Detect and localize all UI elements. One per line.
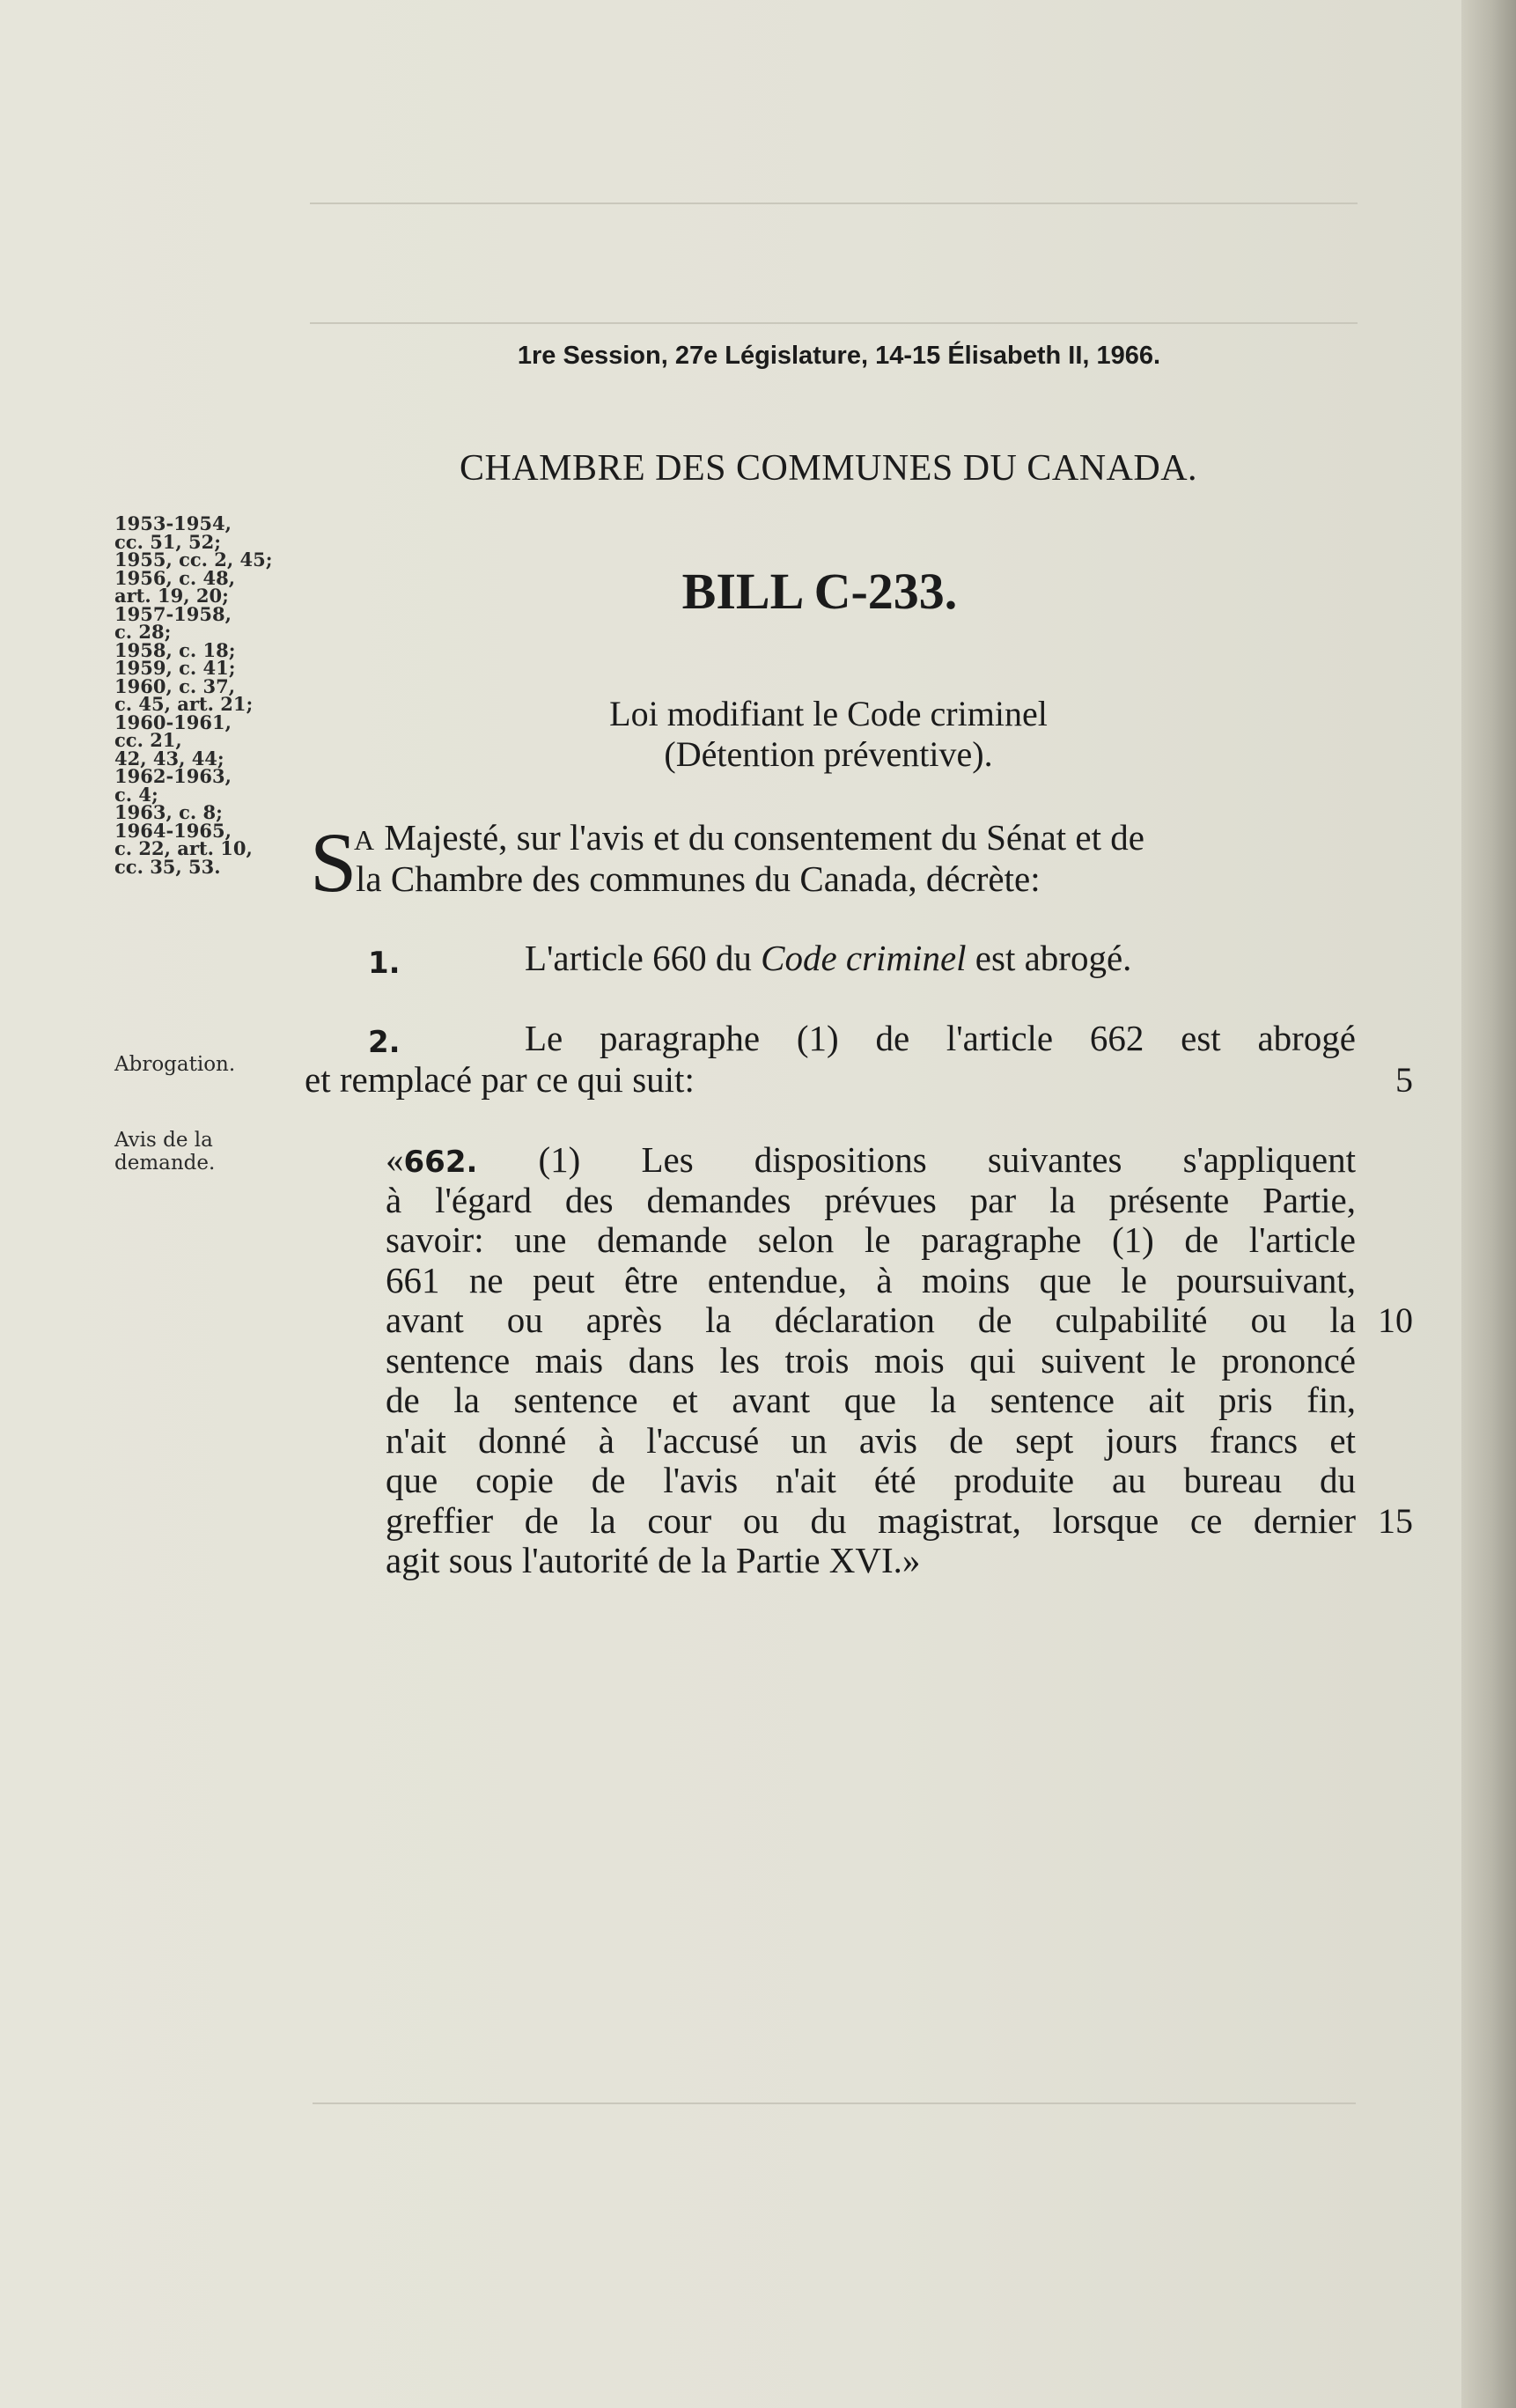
margin-note: c. 4; bbox=[114, 783, 158, 806]
margin-note: 1962-1963, bbox=[114, 765, 232, 787]
margin-note: cc. 51, 52; bbox=[114, 530, 222, 553]
margin-note: 1959, c. 41; bbox=[114, 657, 236, 679]
section-2-number: 2. bbox=[368, 1025, 401, 1060]
section-2-line-2: et remplacé par ce qui suit: bbox=[305, 1059, 695, 1100]
chamber-title: CHAMBRE DES COMMUNES DU CANADA. bbox=[459, 448, 1198, 489]
margin-note: art. 19, 20; bbox=[114, 585, 229, 607]
subtitle-line-1: Loi modifiant le Code criminel bbox=[609, 694, 1048, 733]
quote-open: « bbox=[386, 1139, 404, 1180]
section-2-line-1: Le paragraphe (1) de l'article 662 est abrogé bbox=[525, 1018, 1356, 1058]
top-rule bbox=[310, 203, 1358, 204]
section-1-text bbox=[525, 939, 1131, 979]
avis-label bbox=[114, 1129, 215, 1175]
avis-label-line-1: Avis de la bbox=[114, 1129, 213, 1152]
enacting-line-1 bbox=[354, 818, 1356, 861]
enacting-line-1-text: Majesté, sur l'avis et du consentement du Sénat et de bbox=[375, 817, 1144, 858]
quoted-line: agit sous l'autorité de la Partie XVI.» bbox=[386, 1540, 921, 1580]
quoted-line: 661 ne peut être entendue, à moins que le poursuivant, bbox=[386, 1260, 1356, 1300]
margin-note: 1964-1965, bbox=[114, 819, 232, 842]
second-rule bbox=[310, 322, 1358, 324]
section-1-number: 1. bbox=[368, 946, 401, 981]
margin-note: c. 22, art. 10, bbox=[114, 837, 253, 859]
section-1-italic: Code criminel bbox=[761, 938, 967, 978]
margin-note: c. 28; bbox=[114, 621, 172, 643]
line-number-15: 15 bbox=[1378, 1501, 1413, 1541]
margin-note: c. 45, art. 21; bbox=[114, 693, 254, 715]
quoted-line-1-text: (1) Les dispositions suivantes s'appliquent bbox=[477, 1139, 1356, 1180]
quoted-line: de la sentence et avant que la sentence ait pris fin, bbox=[386, 1380, 1356, 1420]
binding-edge bbox=[1461, 0, 1516, 2408]
margin-note: cc. 35, 53. bbox=[114, 855, 221, 878]
quoted-line-1 bbox=[386, 1140, 1356, 1183]
line-number-5: 5 bbox=[1395, 1060, 1413, 1100]
margin-note: 1960-1961, bbox=[114, 711, 232, 733]
quoted-line: à l'égard des demandes prévues par la présente Partie, bbox=[386, 1180, 1356, 1220]
margin-note: 42, 43, 44; bbox=[114, 747, 224, 770]
session-line: 1re Session, 27e Législature, 14-15 Élisabeth II, 1966. bbox=[517, 342, 1161, 370]
quoted-line: sentence mais dans les trois mois qui suivent le prononcé bbox=[386, 1340, 1356, 1381]
line-number-10: 10 bbox=[1378, 1300, 1413, 1340]
margin-note: 1956, c. 48, bbox=[114, 566, 236, 589]
section-662-number: 662. bbox=[403, 1145, 478, 1180]
section-1-text-b: est abrogé. bbox=[966, 938, 1132, 978]
margin-note: 1957-1958, bbox=[114, 602, 232, 625]
quoted-line: greffier de la cour ou du magistrat, lorsque ce dernier bbox=[386, 1500, 1356, 1541]
bill-title: BILL C-233. bbox=[681, 563, 958, 620]
bottom-rule bbox=[313, 2102, 1356, 2104]
drop-cap: S bbox=[310, 815, 357, 909]
quoted-line: avant ou après la déclaration de culpabilité ou la bbox=[386, 1300, 1356, 1340]
margin-note: 1953-1954, bbox=[114, 512, 232, 534]
subtitle-line-2: (Détention préventive). bbox=[664, 734, 993, 774]
margin-note: cc. 21, bbox=[114, 729, 182, 751]
margin-note: 1963, c. 8; bbox=[114, 801, 223, 823]
enacting-line-2: la Chambre des communes du Canada, décrète: bbox=[356, 858, 1041, 899]
section-1-text-a: L'article 660 du bbox=[525, 938, 762, 978]
quoted-line: que copie de l'avis n'ait été produite au bureau du bbox=[386, 1460, 1356, 1500]
enacting-smallcap: A bbox=[354, 824, 376, 856]
margin-note: 1955, cc. 2, 45; bbox=[114, 549, 273, 571]
margin-references bbox=[114, 512, 317, 878]
quoted-line: savoir: une demande selon le paragraphe (1) de l'article bbox=[386, 1219, 1356, 1260]
quoted-line: n'ait donné à l'accusé un avis de sept jours francs et bbox=[386, 1420, 1356, 1461]
margin-note: 1960, c. 37, bbox=[114, 674, 236, 697]
avis-label-line-2: demande. bbox=[114, 1152, 216, 1175]
abrogation-label: Abrogation. bbox=[114, 1053, 236, 1076]
margin-note: 1958, c. 18; bbox=[114, 638, 236, 661]
